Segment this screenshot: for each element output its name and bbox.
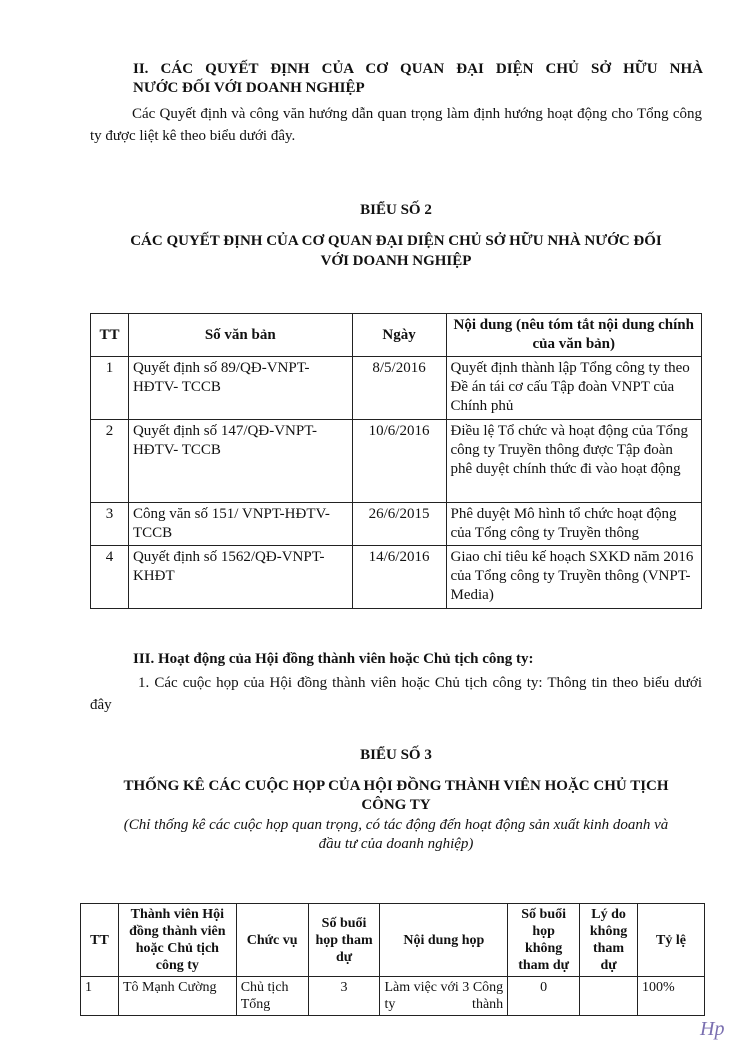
row-tt: 4: [91, 546, 129, 609]
row-tt: 2: [91, 420, 129, 503]
table2-title-line1: CÁC QUYẾT ĐỊNH CỦA CƠ QUAN ĐẠI DIỆN CHỦ SỞ HỮU NHÀ NƯỚC ĐỐI: [130, 233, 662, 249]
row-absent: 0: [508, 977, 580, 1016]
header-position: Chức vụ: [236, 904, 308, 977]
table-row: [91, 546, 702, 609]
table2-label: BIỂU SỐ 2: [360, 202, 432, 218]
header-content: Nội dung họp: [380, 904, 508, 977]
table3-note-line1: (Chỉ thống kê các cuộc họp quan trọng, có tác động đến hoạt động sản xuất kinh doanh và: [123, 817, 669, 833]
header-absent: Số buổi họp không tham dự: [508, 904, 580, 977]
table-row: [91, 357, 702, 420]
decisions-table-header: [91, 314, 702, 357]
header-reason: Lý do không tham dự: [580, 904, 638, 977]
header-date: Ngày: [352, 314, 446, 357]
row-content: Điều lệ Tổ chức và hoạt động của Tổng công ty Truyền thông được Tập đoàn phê duyệt chính thức đi vào hoạt động: [446, 420, 702, 503]
row-content: Làm việc với 3 Công ty thành: [380, 977, 508, 1016]
table3-title-line2: CÔNG TY: [361, 797, 431, 813]
table3-note: [90, 816, 702, 854]
header-tt: TT: [81, 904, 119, 977]
row-tt: 3: [91, 503, 129, 546]
header-attended: Số buổi họp tham dự: [308, 904, 380, 977]
row-content: Quyết định thành lập Tổng công ty theo Đề án tái cơ cấu Tập đoàn VNPT của Chính phủ: [446, 357, 702, 420]
header-ratio: Tỷ lệ: [638, 904, 705, 977]
decisions-table: [90, 313, 702, 609]
table3-title-line1: THỐNG KÊ CÁC CUỘC HỌP CỦA HỘI ĐỒNG THÀNH VIÊN HOẶC CHỦ TỊCH: [123, 778, 669, 794]
row-content: Giao chỉ tiêu kế hoạch SXKD năm 2016 của Tổng công ty Truyền thông (VNPT-Media): [446, 546, 702, 609]
signature-initials: Hp: [700, 1018, 725, 1040]
table2-title-line2: VỚI DOANH NGHIỆP: [320, 253, 472, 269]
row-doc: Quyết định số 147/QĐ-VNPT-HĐTV- TCCB: [128, 420, 352, 503]
header-member: Thành viên Hội đồng thành viên hoặc Chủ tịch công ty: [118, 904, 236, 977]
row-date: 14/6/2016: [352, 546, 446, 609]
table3-label: BIỂU SỐ 3: [360, 747, 432, 763]
row-position: Chủ tịch Tổng: [236, 977, 308, 1016]
table3-note-line2: đầu tư của doanh nghiệp): [318, 836, 474, 852]
section-3-item1: 1. Các cuộc họp của Hội đồng thành viên hoặc Chủ tịch công ty: Thông tin theo biểu dưới đây: [90, 675, 702, 713]
table2-title: [90, 231, 702, 271]
row-date: 10/6/2016: [352, 420, 446, 503]
row-member: Tô Mạnh Cường: [118, 977, 236, 1016]
header-content: Nội dung (nêu tóm tắt nội dung chính của văn bản): [446, 314, 702, 357]
row-date: 8/5/2016: [352, 357, 446, 420]
row-doc: Quyết định số 89/QĐ-VNPT-HĐTV- TCCB: [128, 357, 352, 420]
meetings-table-header: [81, 904, 705, 977]
table-row: [91, 503, 702, 546]
row-ratio: 100%: [638, 977, 705, 1016]
row-reason: [580, 977, 638, 1016]
section-2-heading: [133, 60, 703, 98]
row-content: Phê duyệt Mô hình tổ chức hoạt động của Tổng công ty Truyền thông: [446, 503, 702, 546]
row-tt: 1: [91, 357, 129, 420]
header-tt: TT: [91, 314, 129, 357]
meetings-table: [80, 903, 705, 1016]
section-2-heading-line1: II. CÁC QUYẾT ĐỊNH CỦA CƠ QUAN ĐẠI DIỆN CHỦ SỞ HỮU NHÀ: [133, 61, 703, 77]
row-attended: 3: [308, 977, 380, 1016]
row-date: 26/6/2015: [352, 503, 446, 546]
row-doc: Công văn số 151/ VNPT-HĐTV- TCCB: [128, 503, 352, 546]
table-row: [91, 420, 702, 503]
table3-title: [90, 777, 702, 815]
section-2-heading-line2: NƯỚC ĐỐI VỚI DOANH NGHIỆP: [133, 80, 365, 96]
row-doc: Quyết định số 1562/QĐ-VNPT-KHĐT: [128, 546, 352, 609]
section-3-heading: III. Hoạt động của Hội đồng thành viên hoặc Chủ tịch công ty:: [133, 651, 534, 667]
header-doc: Số văn bản: [128, 314, 352, 357]
row-tt: 1: [81, 977, 119, 1016]
section-2-paragraph: Các Quyết định và công văn hướng dẫn quan trọng làm định hướng hoạt động cho Tổng công ty được liệt kê theo biểu dưới đây.: [90, 106, 702, 144]
table-row: [81, 977, 705, 1016]
